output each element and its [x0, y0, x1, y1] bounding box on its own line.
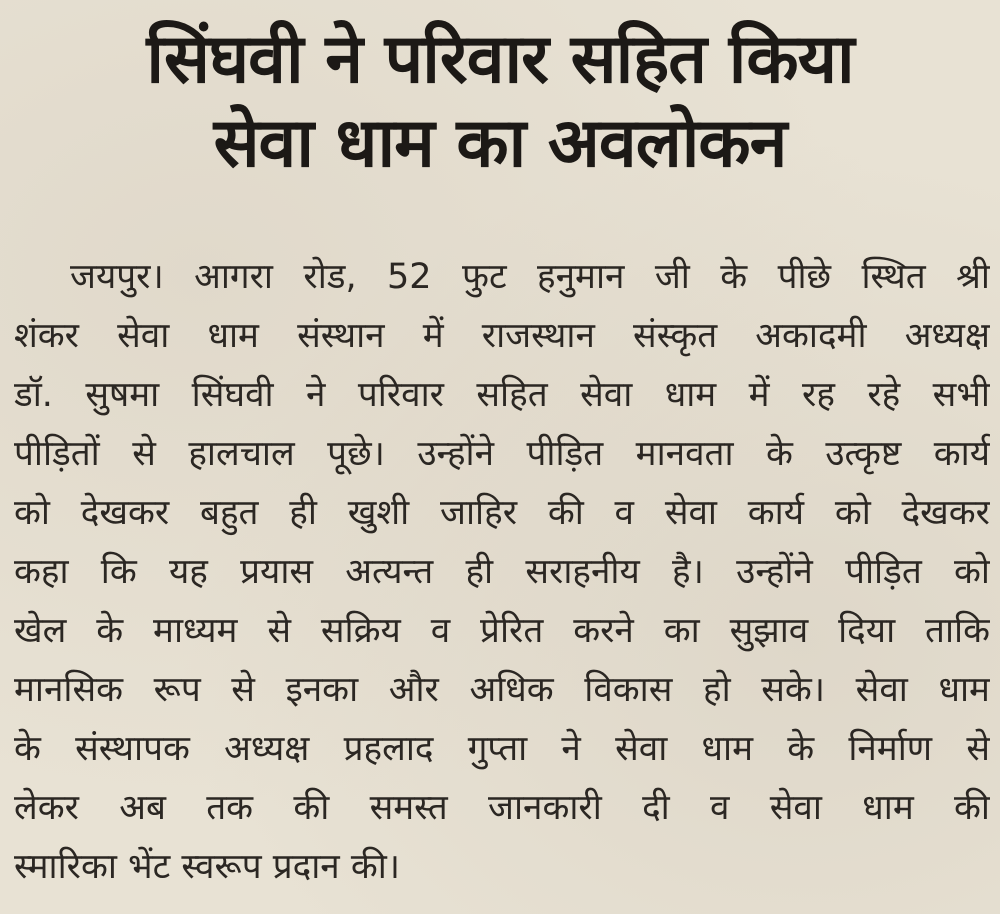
article-line: को देखकर बहुत ही खुशी जाहिर की व सेवा कार्य को देखकर	[14, 493, 990, 533]
article-line: खेल के माध्यम से सक्रिय व प्रेरित करने का सुझाव दिया ताकि	[14, 611, 990, 651]
headline-line-1: सिंघवी ने परिवार सहित किया	[146, 20, 854, 99]
article-line: शंकर सेवा धाम संस्थान में राजस्थान संस्कृत अकादमी अध्यक्ष	[14, 316, 990, 356]
article-body	[14, 248, 990, 897]
article-line: स्मारिका भेंट स्वरूप प्रदान की।	[14, 847, 401, 887]
article-line: मानसिक रूप से इनका और अधिक विकास हो सके। सेवा धाम	[14, 670, 990, 710]
article-line: जयपुर। आगरा रोड, 52 फुट हनुमान जी के पीछे स्थित श्री	[70, 257, 990, 297]
article-line: लेकर अब तक की समस्त जानकारी दी व सेवा धाम की	[14, 788, 990, 828]
article-line: डॉ. सुषमा सिंघवी ने परिवार सहित सेवा धाम में रह रहे सभी	[14, 375, 990, 415]
article-line: के संस्थापक अध्यक्ष प्रहलाद गुप्ता ने सेवा धाम के निर्माण से	[14, 729, 990, 769]
article-line: कहा कि यह प्रयास अत्यन्त ही सराहनीय है। उन्होंने पीड़ित को	[14, 552, 990, 592]
article-line: पीड़ितों से हालचाल पूछे। उन्होंने पीड़ित मानवता के उत्कृष्ट कार्य	[14, 434, 990, 474]
headline	[0, 0, 1000, 186]
headline-line-2: सेवा धाम का अवलोकन	[213, 104, 787, 183]
